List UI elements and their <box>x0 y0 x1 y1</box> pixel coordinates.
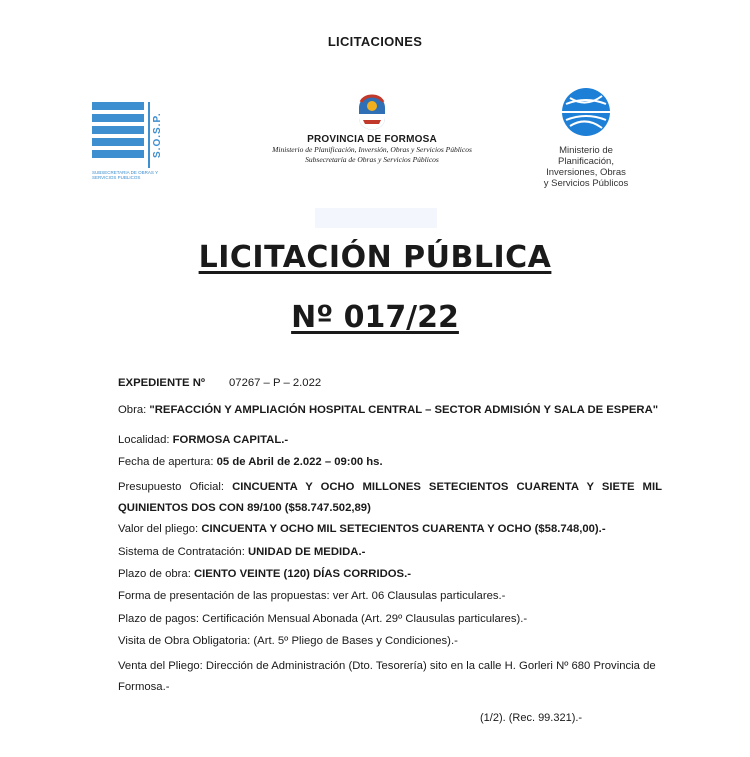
field-venta: Venta del Pliego: Dirección de Administración (Dto. Tesorería) sito en la calle H. Gorleri Nº 680 Provincia de Formosa.- <box>118 660 656 693</box>
plazo-value: CIENTO VEINTE (120) DÍAS CORRIDOS.- <box>194 568 411 580</box>
presupuesto-value: CINCUENTA Y OCHO MILLONES SETECIENTOS CUARENTA Y SIETE MIL QUINIENTOS DOS CON 89/100 ($58.747.502,89) <box>118 481 663 514</box>
field-obra <box>118 403 662 418</box>
formosa-subtitle-1: Ministerio de Planificación, Inversión, Obras y Servicios Públicos <box>272 145 472 154</box>
section-title: LICITACIONES <box>327 34 423 49</box>
obra-label: Obra: <box>118 404 147 416</box>
formosa-subtitle-2: Subsecretaría de Obras y Servicios Públicos <box>305 155 439 164</box>
faint-watermark <box>315 208 437 228</box>
fecha-label: Fecha de apertura: <box>118 456 214 468</box>
field-sistema <box>118 545 365 560</box>
sosp-bars-graphic <box>92 102 144 168</box>
sosp-letters: S.O.S.P. <box>152 112 163 158</box>
formosa-title: PROVINCIA DE FORMOSA <box>307 134 437 145</box>
formosa-crest-icon <box>355 94 389 132</box>
sosp-caption: SUBSECRETARIA DE OBRAS Y SERVICIOS PUBLICOS <box>92 170 159 180</box>
sistema-label: Sistema de Contratación: <box>118 546 245 558</box>
field-forma-presentacion: Forma de presentación de las propuestas: ver Art. 06 Clausulas particulares.- <box>118 590 506 602</box>
field-fecha-apertura <box>118 455 383 470</box>
ministerio-line-3: Inversiones, Obras <box>546 167 626 178</box>
ministerio-line-1: Ministerio de <box>559 145 613 156</box>
globe-icon <box>560 86 612 138</box>
localidad-label: Localidad: <box>118 434 170 446</box>
presupuesto-label: Presupuesto Oficial: <box>118 481 225 493</box>
ministerio-line-4: y Servicios Públicos <box>543 178 629 189</box>
obra-value: "REFACCIÓN Y AMPLIACIÓN HOSPITAL CENTRAL – SECTOR ADMISIÓN Y SALA DE ESPERA" <box>149 404 659 416</box>
valor-value: CINCUENTA Y OCHO MIL SETECIENTOS CUARENTA Y OCHO ($58.748,00).- <box>201 523 606 535</box>
document-number: Nº 017/22 <box>291 300 459 335</box>
formosa-logo <box>222 94 522 165</box>
field-plazo-pagos: Plazo de pagos: Certificación Mensual Abonada (Art. 29º Clausulas particulares).- <box>118 613 528 625</box>
field-localidad <box>118 433 288 448</box>
plazo-label: Plazo de obra: <box>118 568 191 580</box>
field-plazo-obra <box>118 567 411 582</box>
sosp-logo <box>92 102 176 182</box>
valor-label: Valor del pliego: <box>118 523 199 535</box>
sistema-value: UNIDAD DE MEDIDA.- <box>247 546 366 558</box>
field-visita: Visita de Obra Obligatoria: (Art. 5º Pliego de Bases y Condiciones).- <box>118 635 458 647</box>
field-valor-pliego <box>118 522 606 537</box>
expediente-label: EXPEDIENTE Nº <box>118 377 205 389</box>
footer-reference: (1/2). (Rec. 99.321).- <box>480 712 583 724</box>
fecha-value: 05 de Abril de 2.022 – 09:00 hs. <box>216 456 383 468</box>
field-expediente <box>118 376 662 391</box>
ministerio-logo <box>534 86 638 189</box>
document-title: LICITACIÓN PÚBLICA <box>198 240 552 275</box>
localidad-value: FORMOSA CAPITAL.- <box>172 434 289 446</box>
field-presupuesto <box>118 477 662 519</box>
expediente-value: 07267 – P – 2.022 <box>229 377 322 389</box>
ministerio-line-2: Planificación, <box>558 156 614 167</box>
